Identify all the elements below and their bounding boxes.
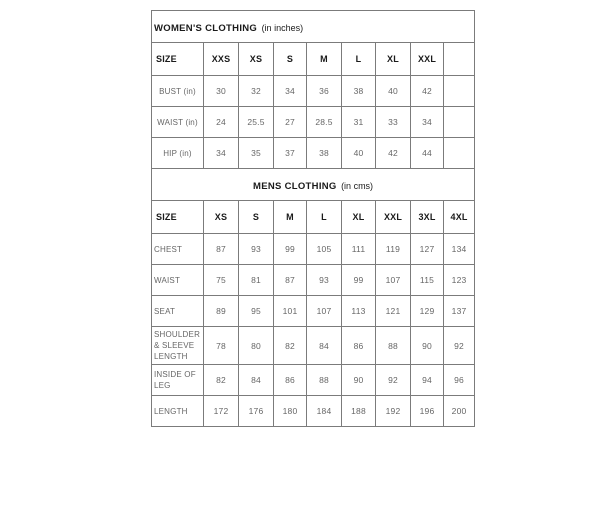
value-cell: 88 xyxy=(376,327,411,365)
value-cell xyxy=(444,138,475,169)
row-label: SHOULDER & SLEEVE LENGTH xyxy=(152,327,204,365)
measurement-row xyxy=(152,107,475,138)
measurement-row xyxy=(152,327,475,365)
value-cell: 129 xyxy=(411,296,444,327)
value-cell: 31 xyxy=(342,107,376,138)
size-header-cell: S xyxy=(274,43,307,76)
value-cell: 172 xyxy=(204,396,239,427)
value-cell xyxy=(444,107,475,138)
value-cell: 90 xyxy=(411,327,444,365)
value-cell: 176 xyxy=(239,396,274,427)
value-cell: 81 xyxy=(239,265,274,296)
value-cell: 123 xyxy=(444,265,475,296)
size-header-cell: XL xyxy=(376,43,411,76)
measurement-row xyxy=(152,365,475,396)
size-header-label: SIZE xyxy=(152,43,204,76)
measurement-row xyxy=(152,265,475,296)
value-cell: 111 xyxy=(342,234,376,265)
size-header-cell xyxy=(444,43,475,76)
size-header-cell: XS xyxy=(239,43,274,76)
value-cell: 121 xyxy=(376,296,411,327)
size-chart-body xyxy=(152,11,475,427)
size-header-row xyxy=(152,43,475,76)
value-cell: 42 xyxy=(411,76,444,107)
row-label: INSIDE OF LEG xyxy=(152,365,204,396)
value-cell: 75 xyxy=(204,265,239,296)
value-cell xyxy=(444,76,475,107)
size-header-cell: L xyxy=(307,201,342,234)
value-cell: 32 xyxy=(239,76,274,107)
section-title-row xyxy=(152,169,475,201)
value-cell: 119 xyxy=(376,234,411,265)
size-header-cell: 3XL xyxy=(411,201,444,234)
value-cell: 27 xyxy=(274,107,307,138)
value-cell: 192 xyxy=(376,396,411,427)
value-cell: 95 xyxy=(239,296,274,327)
value-cell: 188 xyxy=(342,396,376,427)
value-cell: 25.5 xyxy=(239,107,274,138)
section-title-row xyxy=(152,11,475,43)
size-header-cell: XL xyxy=(342,201,376,234)
value-cell: 35 xyxy=(239,138,274,169)
value-cell: 113 xyxy=(342,296,376,327)
value-cell: 134 xyxy=(444,234,475,265)
size-chart-table xyxy=(151,10,475,427)
value-cell: 127 xyxy=(411,234,444,265)
value-cell: 200 xyxy=(444,396,475,427)
value-cell: 89 xyxy=(204,296,239,327)
value-cell: 137 xyxy=(444,296,475,327)
section-title-text: MENS CLOTHING xyxy=(253,180,337,192)
row-label: LENGTH xyxy=(152,396,204,427)
value-cell: 24 xyxy=(204,107,239,138)
row-label: WAIST xyxy=(152,265,204,296)
size-header-cell: XXL xyxy=(411,43,444,76)
value-cell: 82 xyxy=(274,327,307,365)
value-cell: 38 xyxy=(307,138,342,169)
value-cell: 80 xyxy=(239,327,274,365)
value-cell: 30 xyxy=(204,76,239,107)
size-header-row xyxy=(152,201,475,234)
value-cell: 33 xyxy=(376,107,411,138)
value-cell: 94 xyxy=(411,365,444,396)
value-cell: 42 xyxy=(376,138,411,169)
value-cell: 34 xyxy=(204,138,239,169)
row-label: CHEST xyxy=(152,234,204,265)
section-title-cell xyxy=(152,11,475,43)
value-cell: 99 xyxy=(274,234,307,265)
value-cell: 180 xyxy=(274,396,307,427)
measurement-row xyxy=(152,296,475,327)
value-cell: 84 xyxy=(239,365,274,396)
value-cell: 37 xyxy=(274,138,307,169)
size-header-cell: M xyxy=(274,201,307,234)
measurement-row xyxy=(152,76,475,107)
size-header-cell: 4XL xyxy=(444,201,475,234)
size-header-cell: XS xyxy=(204,201,239,234)
value-cell: 86 xyxy=(342,327,376,365)
size-header-cell: XXL xyxy=(376,201,411,234)
measurement-row xyxy=(152,396,475,427)
value-cell: 101 xyxy=(274,296,307,327)
value-cell: 44 xyxy=(411,138,444,169)
measurement-row xyxy=(152,138,475,169)
size-header-cell: L xyxy=(342,43,376,76)
section-title-text: WOMEN'S CLOTHING xyxy=(154,22,258,34)
value-cell: 92 xyxy=(444,327,475,365)
value-cell: 93 xyxy=(307,265,342,296)
value-cell: 107 xyxy=(376,265,411,296)
size-header-cell: XXS xyxy=(204,43,239,76)
value-cell: 96 xyxy=(444,365,475,396)
section-title-note: (in cms) xyxy=(341,180,374,191)
value-cell: 105 xyxy=(307,234,342,265)
size-header-cell: M xyxy=(307,43,342,76)
value-cell: 88 xyxy=(307,365,342,396)
row-label: WAIST (in) xyxy=(152,107,204,138)
value-cell: 40 xyxy=(376,76,411,107)
value-cell: 87 xyxy=(204,234,239,265)
value-cell: 92 xyxy=(376,365,411,396)
measurement-row xyxy=(152,234,475,265)
value-cell: 82 xyxy=(204,365,239,396)
value-cell: 196 xyxy=(411,396,444,427)
value-cell: 34 xyxy=(274,76,307,107)
value-cell: 36 xyxy=(307,76,342,107)
section-title-note: (in inches) xyxy=(261,22,304,33)
row-label: SEAT xyxy=(152,296,204,327)
value-cell: 184 xyxy=(307,396,342,427)
row-label: BUST (in) xyxy=(152,76,204,107)
value-cell: 87 xyxy=(274,265,307,296)
row-label: HIP (in) xyxy=(152,138,204,169)
value-cell: 84 xyxy=(307,327,342,365)
value-cell: 90 xyxy=(342,365,376,396)
value-cell: 78 xyxy=(204,327,239,365)
value-cell: 115 xyxy=(411,265,444,296)
value-cell: 34 xyxy=(411,107,444,138)
size-header-cell: S xyxy=(239,201,274,234)
value-cell: 28.5 xyxy=(307,107,342,138)
value-cell: 107 xyxy=(307,296,342,327)
value-cell: 86 xyxy=(274,365,307,396)
value-cell: 93 xyxy=(239,234,274,265)
section-title-cell xyxy=(152,169,475,201)
value-cell: 99 xyxy=(342,265,376,296)
value-cell: 40 xyxy=(342,138,376,169)
value-cell: 38 xyxy=(342,76,376,107)
size-header-label: SIZE xyxy=(152,201,204,234)
